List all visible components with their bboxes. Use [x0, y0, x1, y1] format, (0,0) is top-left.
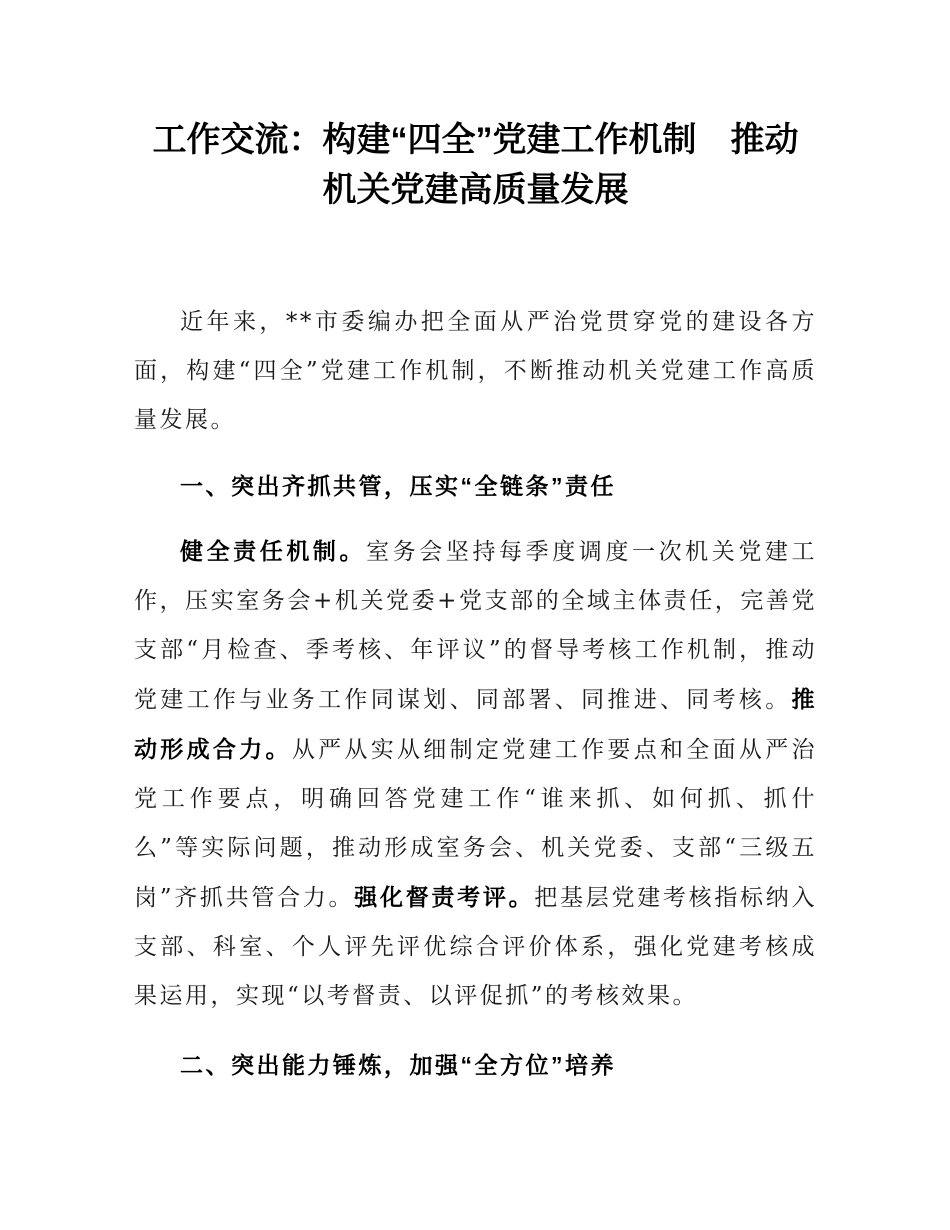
emphasis-phrase: 推动形成合力。	[134, 686, 817, 762]
document-title-line-1: 工作交流：构建“四全”党建工作机制 推动	[152, 121, 799, 159]
section-1-paragraph	[134, 527, 817, 1021]
text-run: 把基层党建考核指标纳入支部、科室、个人评先评优综合评价体系，强化党建考核成果运用，实现“以考督责、以评促抓”的考核效果。	[134, 885, 818, 1009]
document-title-line-2: 机关党建高质量发展	[322, 171, 629, 209]
text-run: 近年来，**市委编办把全面从严治党贯穿党的建设各方面，构建“四全”党建工作机制，不断推动机关党建工作高质量发展。	[134, 309, 817, 433]
section-2-heading: 二、突出能力锤炼，加强“全方位”培养	[180, 1052, 616, 1078]
section-1-heading: 一、突出齐抓共管，压实“全链条”责任	[180, 473, 616, 499]
emphasis-phrase: 强化督责考评。	[354, 884, 535, 910]
document-title	[134, 115, 817, 215]
intro-paragraph	[134, 298, 817, 445]
emphasis-phrase: 健全责任机制。	[180, 538, 367, 564]
text-run: 从严从实从细制定党建工作要点和全面从严治党工作要点，明确回答党建工作“谁来抓、如何抓、抓什么”等实际问题，推动形成室务会、机关党委、支部“三级五岗”齐抓共管合力。	[134, 737, 818, 911]
text-run: 室务会坚持每季度调度一次机关党建工作，压实室务会+机关党委+党支部的全域主体责任，完善党支部“月检查、季考核、年评议”的督导考核工作机制，推动党建工作与业务工作同谋划、同部署、同推进、同考核。	[134, 539, 818, 713]
